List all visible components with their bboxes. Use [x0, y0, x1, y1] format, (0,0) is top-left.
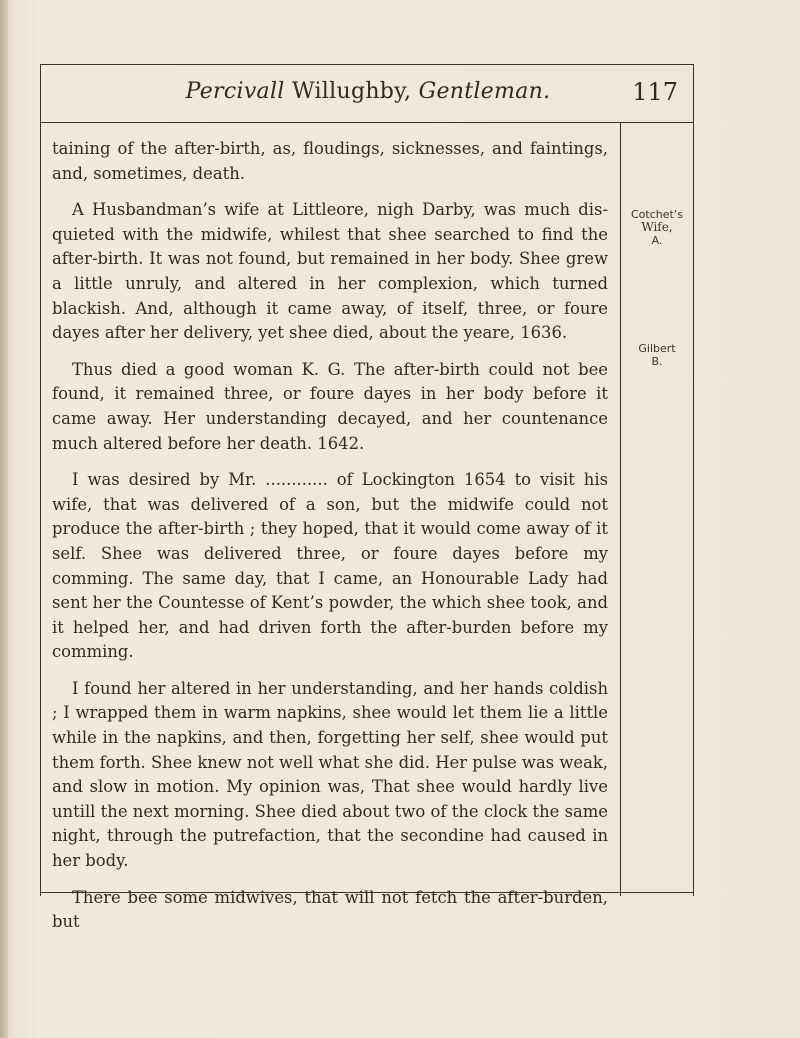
- paragraph-3: Thus died a good woman K. G. The after-birth could not bee found, it remained three, or foure dayes in her body before it came away. Her understanding decayed, and her countenance much altered before her death. 1642.: [52, 359, 608, 453]
- paragraph-2: A Husbandman’s wife at Littleore, nigh Darby, was much disquieted with the midwife, whilest that shee searched to find the after-birth. It was not found, but remained in her body. Shee grew a little unruly, and altered in her complexion, which turned blackish. And, although it came away, of itself, three, or foure dayes after her delivery, yet shee died, about the yeare, 1636.: [52, 200, 608, 343]
- paragraph-6: There bee some midwives, that will not fetch the after-burden, but: [52, 887, 608, 932]
- body-text: [52, 137, 608, 947]
- paragraph-5: I found her altered in her understanding, and her hands coldish ; I wrapped them in warm napkins, shee would let them lie a little while in the napkins, and then, forgetting her self, shee would put them forth. Shee knew not well what she did. Her pulse was weak, and slow in motion. My opinion was, That shee would hardly live untill the next morning. Shee died about two of the clock the same night, through the putrefaction, that the secondine had caused in her body.: [52, 678, 608, 871]
- book-spine-shadow: [0, 0, 8, 1038]
- side-note-cotchet-line-3: A.: [651, 234, 663, 247]
- paragraph-4: I was desired by Mr. ............ of Lockington 1654 to visit his wife, that was delivered of a son, but the midwife could not produce the after-birth ; they hoped, that it would come away of it self. Shee was delivered three, or foure dayes before my comming. The same day, that I came, an Honourable Lady had sent her the Countesse of Kent’s powder, the which shee took, and it helped her, and had driven forth the after-burden before my comming.: [52, 470, 608, 662]
- page-number: 117: [632, 78, 678, 106]
- running-title-part-3: Gentleman.: [418, 79, 551, 104]
- side-note-cotchet: [624, 208, 690, 247]
- side-note-cotchet-line-1: Cotchet’s: [630, 208, 684, 221]
- running-title-part-1: Percivall: [185, 79, 285, 104]
- paragraph-1: taining of the after-birth, as, floudings, sicknesses, and faintings, and, sometimes, death.: [52, 139, 608, 183]
- side-note-gilbert: [624, 342, 690, 368]
- margin-column-rule: [620, 122, 621, 896]
- side-note-gilbert-line-2: B.: [651, 355, 663, 368]
- running-title-part-2: Willughby,: [291, 79, 412, 104]
- running-title: [148, 79, 588, 104]
- running-header: [40, 64, 694, 123]
- side-note-gilbert-line-1: Gilbert: [638, 342, 676, 355]
- side-note-cotchet-line-2: Wife,: [641, 220, 673, 234]
- page-frame-right-rule: [693, 64, 694, 896]
